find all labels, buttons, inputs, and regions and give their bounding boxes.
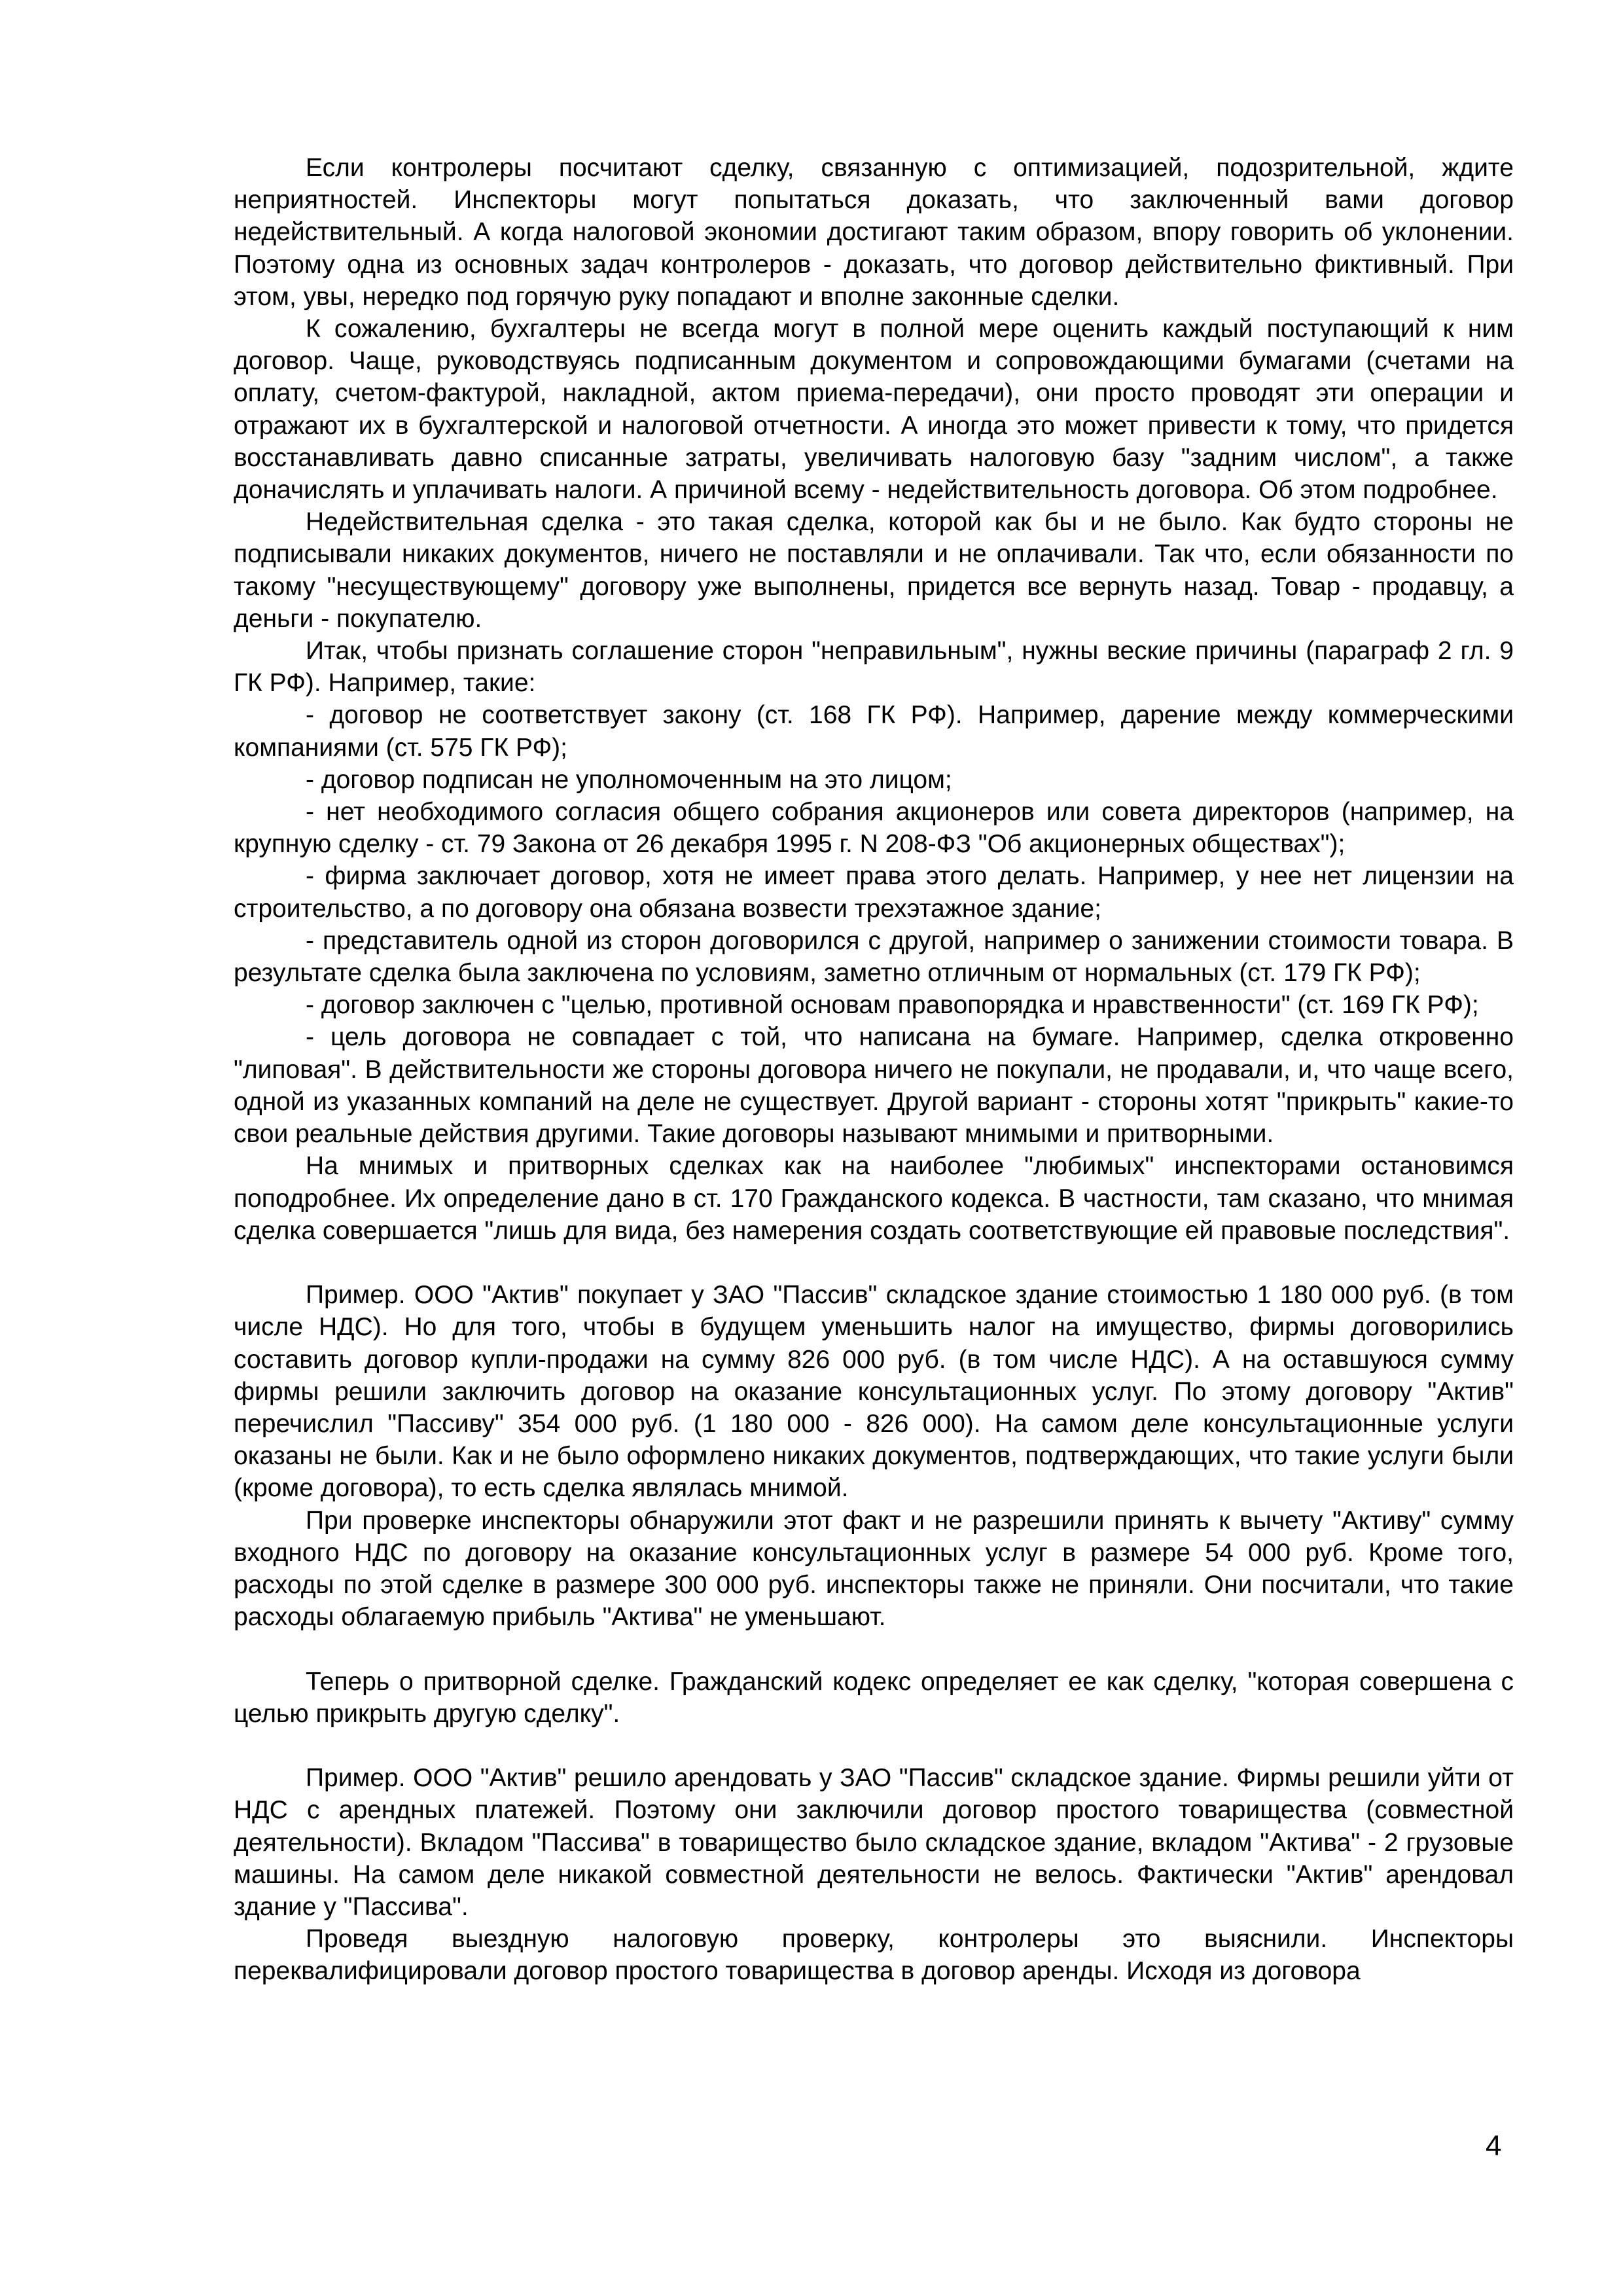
list-item-reason: - нет необходимого согласия общего собрания акционеров или совета директоров (например, на крупную сделку - ст. 79 Закона от 26 декабря 1995 г. N 208-ФЗ "Об акционерных обществах"); (234, 798, 1514, 859)
paragraph-intro: Если контролеры посчитают сделку, связанную с оптимизацией, подозрительной, ждите неприятностей. Инспекторы могут попытаться доказать, что заключенный вами договор недействительный. А когда налоговой экономии достигают таким образом, впору говорить об уклонении. Поэтому одна из основных задач контролеров - доказать, что договор действительно фиктивный. При этом, увы, нередко под горячую руку попадают и вполне законные сделки. (234, 154, 1514, 311)
page-number: 4 (1486, 2130, 1502, 2162)
paragraph-feigned-deal: Теперь о притворной сделке. Гражданский кодекс определяет ее как сделку, "которая совершена с целью прикрыть другую сделку". (234, 1667, 1514, 1728)
list-item-reason: - цель договора не совпадает с той, что написана на бумаге. Например, сделка откровенно "липовая". В действительности же стороны договора ничего не покупали, не продавали, и, что чаще всего, одной из указанных компаний на деле не существует. Другой вариант - стороны хотят "прикрыть" какие-то свои реальные действия другими. Такие договоры называют мнимыми и притворными. (234, 1023, 1514, 1149)
paragraph-field-audit: Проведя выездную налоговую проверку, контролеры это выяснили. Инспекторы переквалифицировали договор простого товарищества в договор аренды. Исходя из договора (234, 1925, 1514, 1986)
paragraph-reasons-intro: Итак, чтобы признать соглашение сторон "неправильным", нужны веские причины (параграф 2 гл. 9 ГК РФ). Например, такие: (234, 637, 1514, 698)
paragraph-example-feigned: Пример. ООО "Актив" решило арендовать у ЗАО "Пассив" складское здание. Фирмы решили уйти от НДС с арендных платежей. Поэтому они заключили договор простого товарищества (совместной деятельности). Вкладом "Пассива" в товарищество было складское здание, вкладом "Актива" - 2 грузовые машины. На самом деле никакой совместной деятельности не велось. Фактически "Актив" арендовал здание у "Пассива". (234, 1764, 1514, 1921)
list-item-reason: - договор не соответствует закону (ст. 168 ГК РФ). Например, дарение между коммерческими компаниями (ст. 575 ГК РФ); (234, 701, 1514, 762)
list-item-reason: - договор подписан не уполномоченным на это лицом; (306, 765, 952, 794)
paragraph-invalid-deal: Недействительная сделка - это такая сделка, которой как бы и не было. Как будто стороны не подписывали никаких документов, ничего не поставляли и не оплачивали. Так что, если обязанности по такому "несуществующему" договору уже выполнены, придется все вернуть назад. Товар - продавцу, а деньги - покупателю. (234, 508, 1514, 633)
list-item-reason: - договор заключен с "целью, противной основам правопорядка и нравственности" (ст. 169 ГК РФ); (306, 991, 1479, 1020)
document-body (234, 152, 1514, 1988)
list-item-reason: - фирма заключает договор, хотя не имеет права этого делать. Например, у нее нет лицензии на строительство, а по договору она обязана возвести трехэтажное здание; (234, 862, 1514, 923)
list-item-reason: - представитель одной из сторон договорился с другой, например о занижении стоимости товара. В результате сделка была заключена по условиям, заметно отличным от нормальных (ст. 179 ГК РФ); (234, 926, 1514, 988)
paragraph-sham-deals: На мнимых и притворных сделках как на наиболее "любимых" инспекторами остановимся поподробнее. Их определение дано в ст. 170 Гражданского кодекса. В частности, там сказано, что мнимая сделка совершается "лишь для вида, без намерения создать соответствующие ей правовые последствия". (234, 1152, 1514, 1245)
paragraph-accountants: К сожалению, бухгалтеры не всегда могут в полной мере оценить каждый поступающий к ним договор. Чаще, руководствуясь подписанным документом и сопровождающими бумагами (счетами на оплату, счетом-фактурой, накладной, актом приема-передачи), они просто проводят эти операции и отражают их в бухгалтерской и налоговой отчетности. А иногда это может привести к тому, что придется восстанавливать давно списанные затраты, увеличивать налоговую базу "задним числом", а также доначислять и уплачивать налоги. А причиной всему - недействительность договора. Об этом подробнее. (234, 315, 1514, 505)
paragraph-example-sham: Пример. ООО "Актив" покупает у ЗАО "Пассив" складское здание стоимостью 1 180 000 руб. (в том числе НДС). Но для того, чтобы в будущем уменьшить налог на имущество, фирмы договорились составить договор купли-продажи на сумму 826 000 руб. (в том числе НДС). А на оставшуюся сумму фирмы решили заключить договор на оказание консультационных услуг. По этому договору "Актив" перечислил "Пассиву" 354 000 руб. (1 180 000 - 826 000). На самом деле консультационные услуги оказаны не были. Как и не было оформлено никаких документов, подтверждающих, что такие услуги были (кроме договора), то есть сделка являлась мнимой. (234, 1281, 1514, 1503)
paragraph-inspection-result: При проверке инспекторы обнаружили этот факт и не разрешили принять к вычету "Активу" сумму входного НДС по договору на оказание консультационных услуг в размере 54 000 руб. Кроме того, расходы по этой сделке в размере 300 000 руб. инспекторы также не приняли. Они посчитали, что такие расходы облагаемую прибыль "Актива" не уменьшают. (234, 1506, 1514, 1632)
